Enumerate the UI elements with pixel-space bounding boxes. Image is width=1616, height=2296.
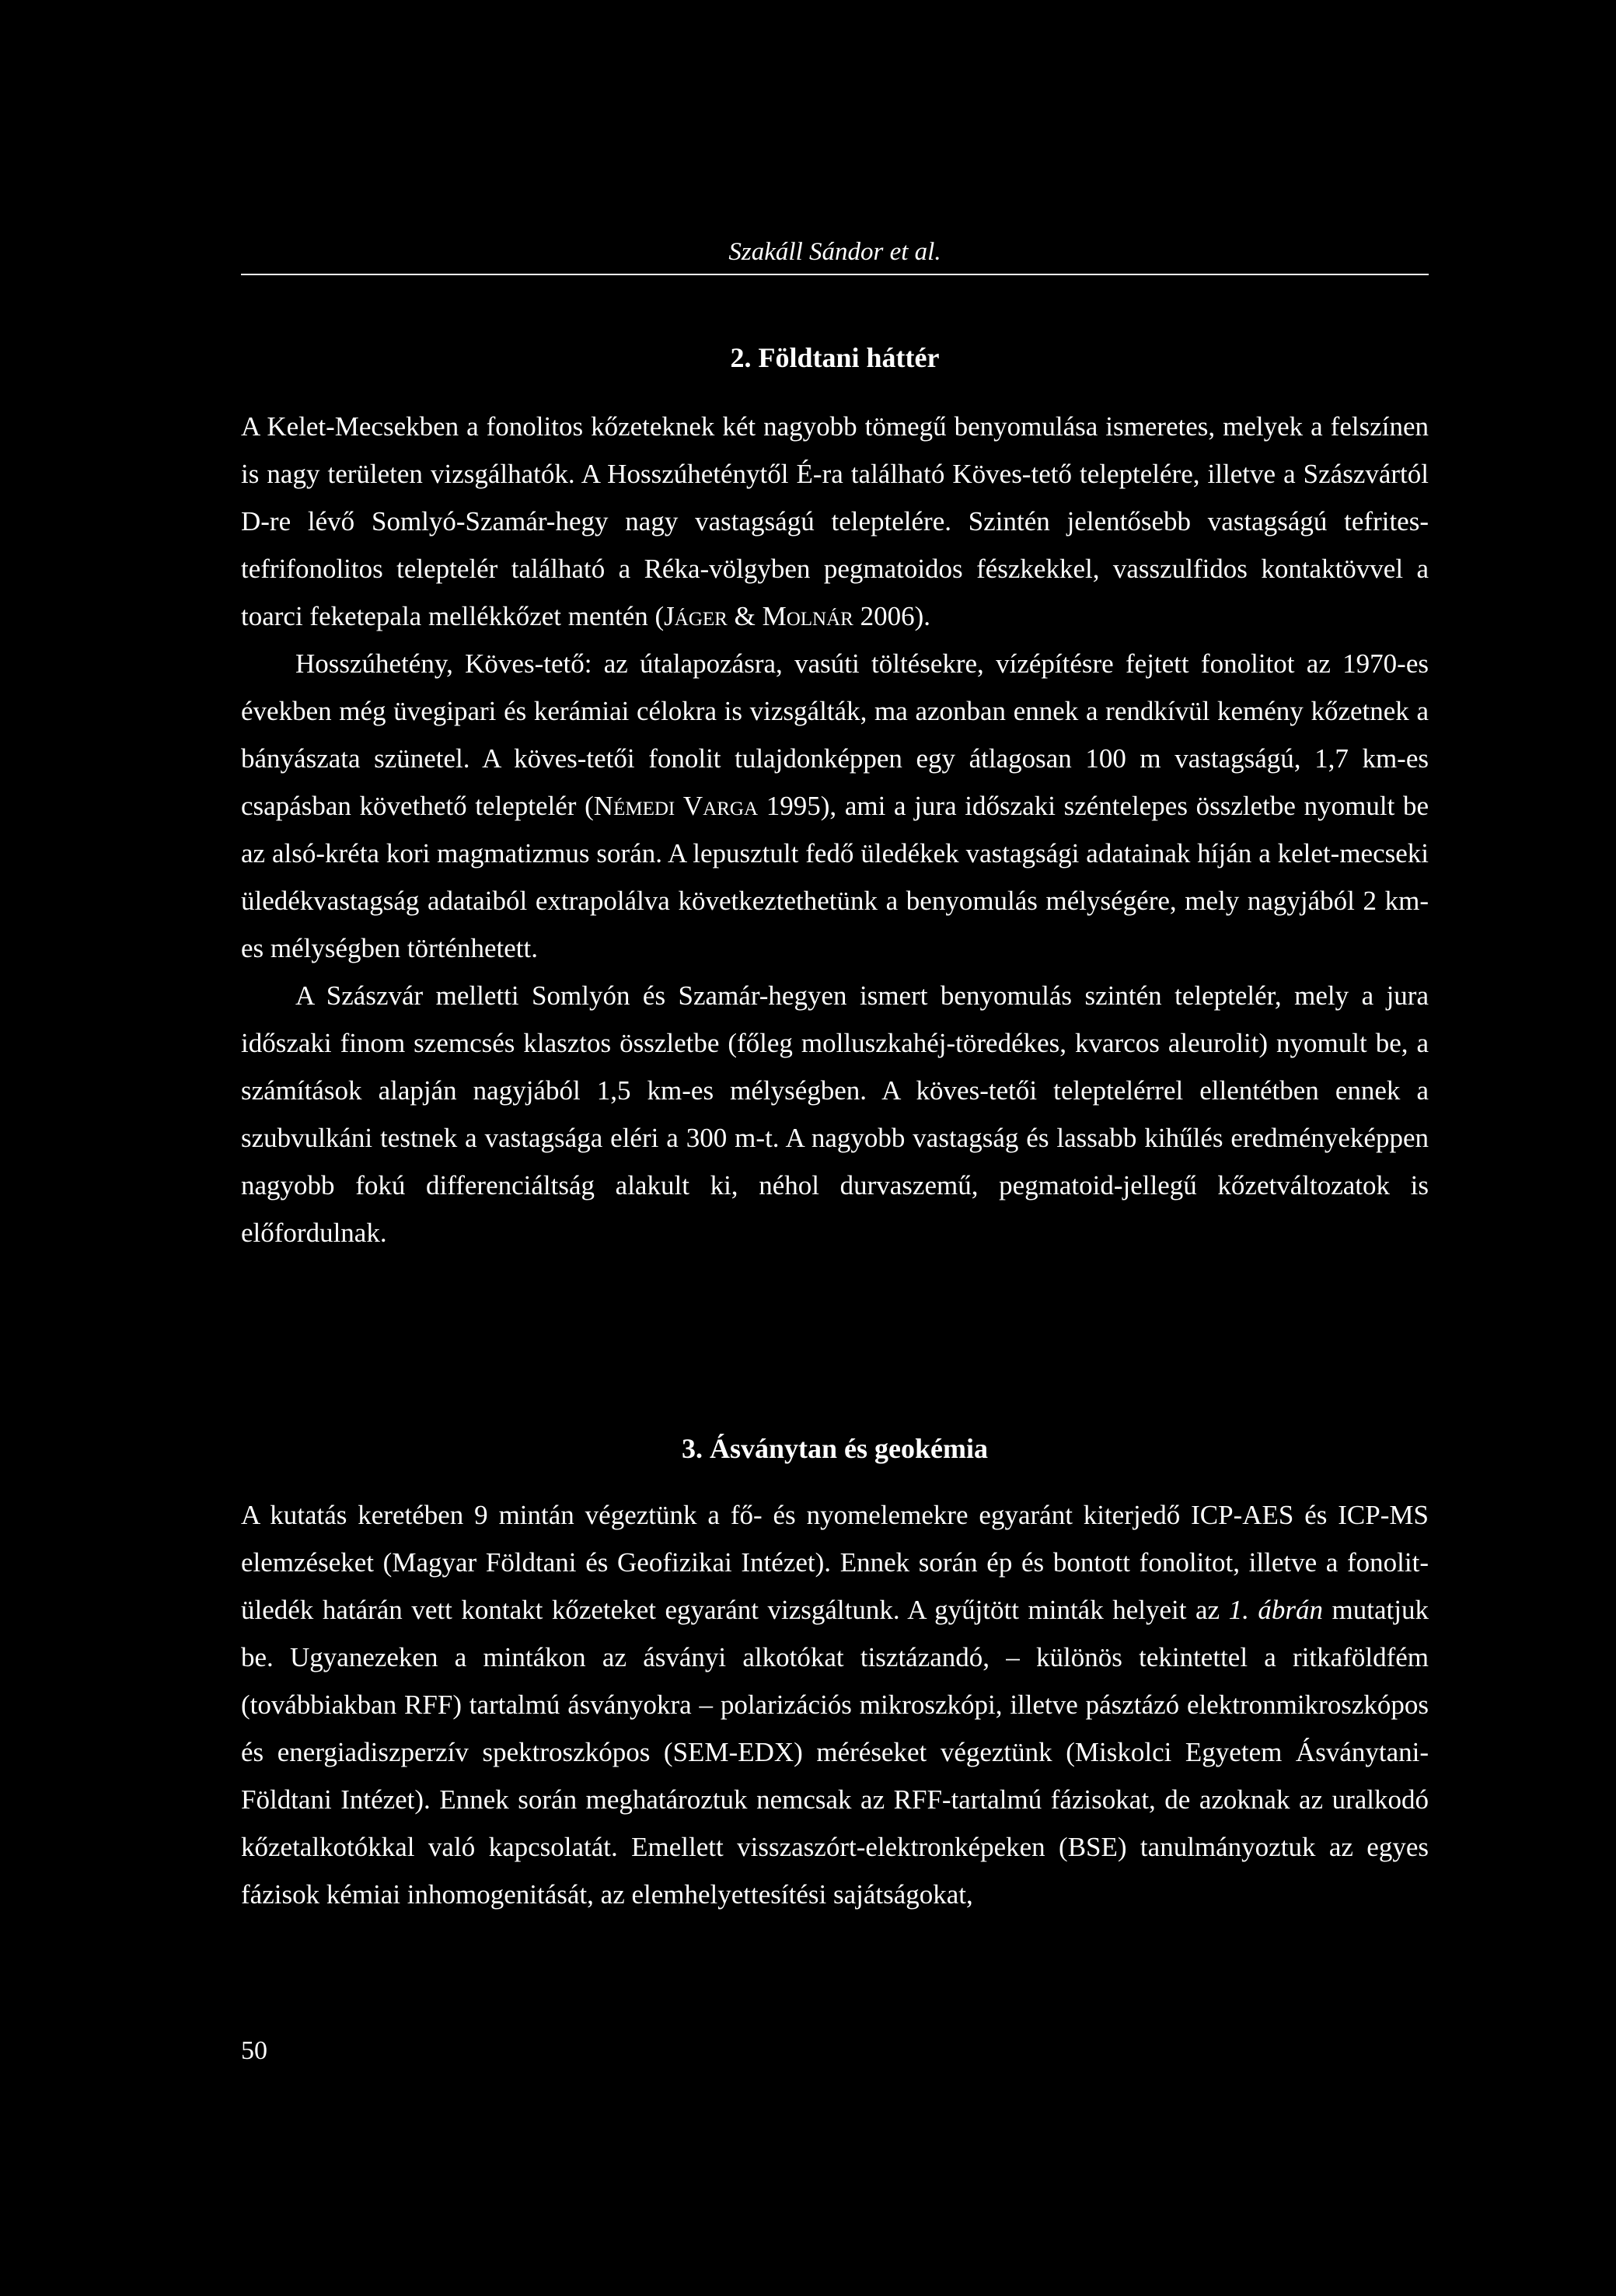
paragraph [241,403,1429,640]
paragraph-text: 1995), ami a jura időszaki széntelepes összletbe nyomult be az alsó-kréta kori magmatizmus során. A lepusztult fedő üledékek vastagsági adatainak híján a kelet-mecseki üledékvastagság adataiból extrapolálva következtethetünk a benyomulás mélységére, mely nagyjából 2 km-es mélységben történhetett. [241,791,1429,963]
paragraph-text: A Kelet-Mecsekben a fonolitos kőzeteknek két nagyobb tömegű benyomulása ismeretes, melyek a felszínen is nagy területen vizsgálhatók. A Hosszúheténytől É-ra található Köves-tető teleptelére, illetve a Szászvártól D-re lévő Somlyó-Szamár-hegy nagy vastagságú teleptelére. Szintén jelentősebb vastagságú tefrites-tefrifonolitos teleptelér található a Réka-völgyben pegmatoidos fészkekkel, vasszulfidos kontaktövvel a toarci feketepala mellékkőzet mentén ( [241,411,1429,631]
section-3-body [241,1491,1429,1918]
figure-reference: 1. ábrán [1228,1595,1324,1625]
citation-separator [675,791,683,821]
citation-author: Némedi [593,791,675,821]
header-rule [241,274,1429,275]
paragraph: A Szászvár melletti Somlyón és Szamár-hegyen ismert benyomulás szintén teleptelér, mely a jura időszaki finom szemcsés klasztos összletbe (főleg molluszkahéj-töredékes, kvarcos aleurolit) nyomult be, a számítások alapján nagyjából 1,5 km-es mélységben. A köves-tetői teleptelérrel ellentétben ennek a szubvulkáni testnek a vastagsága eléri a 300 m-t. A nagyobb vastagság és lassabb kihűlés eredményeképpen nagyobb fokú differenciáltság alakult ki, néhol durvaszemű, pegmatoid-jellegű kőzetváltozatok is előfordulnak. [241,980,1429,1248]
running-head: Szakáll Sándor et al. [728,238,941,266]
section-2-title: 2. Földtani háttér [730,342,940,373]
paragraph-text: Hosszúhetény, Köves-tető: az útalapozásra, vasúti töltésekre, vízépítésre fejtett fonolitot az 1970-es években még üvegipari és kerámiai célokra is vizsgálták, ma azonban ennek a rendkívül kemény kőzetnek a bányászata szünetel. A köves-tetői fonolit tulajdonképpen egy átlagosan 100 m vastagságú, 1,7 km-es csapásban követhető teleptelér ( [241,648,1429,821]
citation-author: Molnár [762,601,853,631]
citation-author: Varga [682,791,759,821]
paragraph-text: A kutatás keretében 9 mintán végeztünk a fő- és nyomelemekre egyaránt kiterjedő ICP-AES és ICP-MS elemzéseket (Magyar Földtani és Geofizikai Intézet). Ennek során ép és bontott fonolitot, illetve a fonolit-üledék határán vett kontakt kőzeteket egyaránt vizsgáltunk. A gyűjtött minták helyeit az [241,1500,1429,1625]
paragraph [241,640,1429,972]
paragraph-text: 2006). [853,601,930,631]
page-number: 50 [241,2036,267,2065]
section-3-title: 3. Ásványtan és geokémia [682,1433,988,1464]
citation-separator: & [727,601,763,631]
citation-author: Jáger [664,601,728,631]
paragraph-text: mutatjuk be. Ugyanezeken a mintákon az ásványi alkotókat tisztázandó, – különös tekintettel a ritkaföldfém (továbbiakban RFF) tartalmú ásványokra – polarizációs mikroszkópi, illetve pásztázó elektronmikroszkópos és energiadiszperzív spektroszkópos (SEM-EDX) méréseket végeztünk (Miskolci Egyetem Ásványtani-Földtani Intézet). Ennek során meghatároztuk nemcsak az RFF-tartalmú fázisokat, de azoknak az uralkodó kőzetalkotókkal való kapcsolatát. Emellett visszaszórt-elektronképeken (BSE) tanulmányoztuk az egyes fázisok kémiai inhomogenitását, az elemhelyettesítési sajátságokat, [241,1595,1429,1910]
section-2-body [241,403,1429,1256]
paragraph [241,1491,1429,1918]
